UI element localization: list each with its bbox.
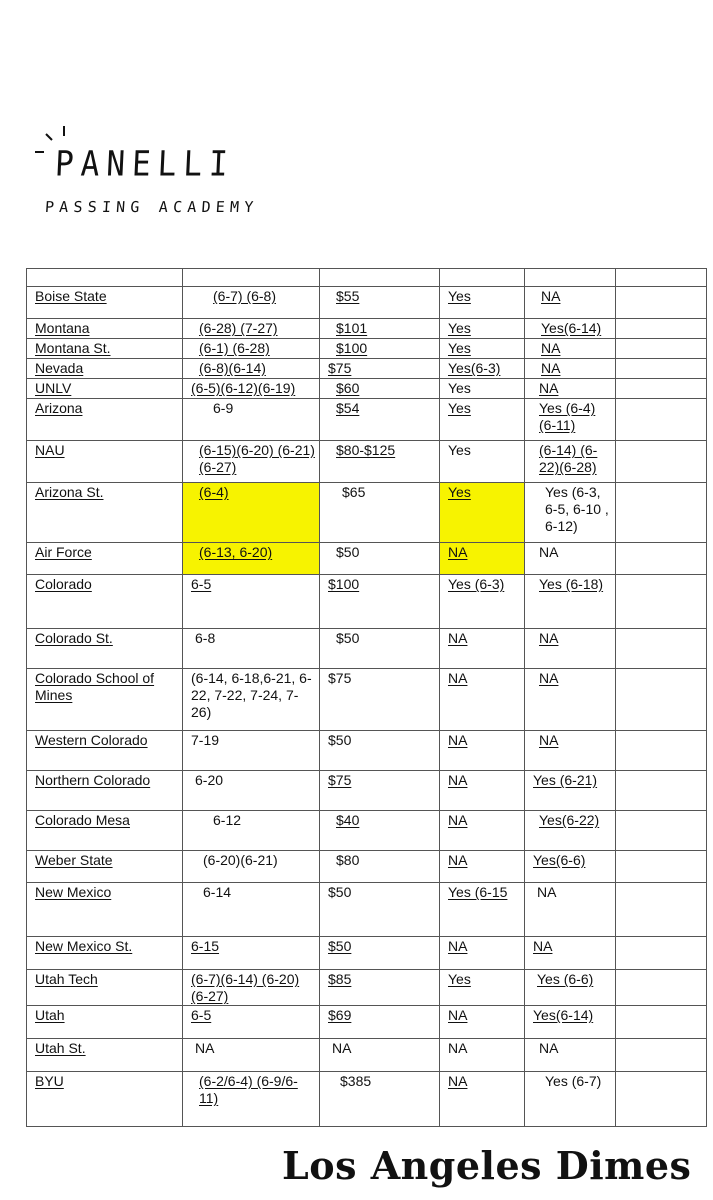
table-row — [27, 483, 707, 543]
school-text: Boise State — [35, 288, 107, 304]
dates-cell — [183, 543, 320, 575]
extra-cell — [525, 851, 616, 883]
logo-brand: PANELLI — [54, 144, 236, 185]
school-text: New Mexico — [35, 884, 112, 900]
cost-text: $85 — [328, 971, 352, 987]
school-text: Montana St. — [35, 340, 111, 356]
status-cell — [440, 937, 525, 970]
dates-text: (6-8)(6-14) — [199, 360, 266, 376]
dates-text: (6-28) (7-27) — [199, 320, 278, 336]
dates-cell — [183, 399, 320, 441]
empty-cell — [616, 319, 707, 339]
dates-text: (6-14, 6-18,6-21, 6-22, 7-22, 7-24, 7-26) — [191, 670, 312, 720]
cost-cell — [320, 771, 440, 811]
dates-text: 6-14 — [203, 884, 232, 900]
cost-cell — [320, 543, 440, 575]
cost-text: $50 — [336, 630, 360, 646]
extra-text: NA — [539, 630, 559, 646]
dates-cell — [183, 359, 320, 379]
extra-cell — [525, 359, 616, 379]
extra-cell — [525, 399, 616, 441]
status-text: NA — [448, 670, 468, 686]
cost-text: $50 — [328, 938, 352, 954]
dates-text: 6-12 — [213, 812, 242, 828]
status-text: Yes — [448, 288, 471, 304]
table-row — [27, 287, 707, 319]
extra-text: NA — [539, 670, 559, 686]
extra-cell — [525, 731, 616, 771]
status-cell — [440, 339, 525, 359]
cost-cell — [320, 970, 440, 1006]
school-cell — [27, 483, 183, 543]
status-text: Yes — [448, 380, 471, 396]
dates-text: 6-9 — [213, 400, 234, 416]
extra-cell — [525, 970, 616, 1006]
school-cell — [27, 319, 183, 339]
status-text: Yes — [448, 442, 471, 458]
school-cell — [27, 1039, 183, 1072]
extra-cell — [525, 883, 616, 937]
extra-text: Yes (6-21) — [533, 772, 598, 788]
cost-cell — [320, 669, 440, 731]
dates-cell — [183, 851, 320, 883]
empty-cell — [616, 399, 707, 441]
cost-text: $80 — [336, 852, 360, 868]
school-text: Utah St. — [35, 1040, 86, 1056]
status-cell — [440, 811, 525, 851]
status-cell — [440, 851, 525, 883]
cost-text: $75 — [328, 360, 352, 376]
status-text: NA — [448, 1007, 468, 1023]
table-row — [27, 1039, 707, 1072]
school-cell — [27, 811, 183, 851]
dates-cell — [183, 575, 320, 629]
table-row — [27, 319, 707, 339]
extra-text: Yes (6-18) — [539, 576, 604, 592]
status-text: Yes (6-15 — [448, 884, 508, 900]
logo-tagline: PASSING ACADEMY — [44, 198, 260, 216]
cost-cell — [320, 1039, 440, 1072]
dates-cell — [183, 441, 320, 483]
empty-cell — [616, 811, 707, 851]
table-row — [27, 575, 707, 629]
extra-cell — [525, 937, 616, 970]
dates-cell — [183, 629, 320, 669]
watermark: Los Angeles Dimes — [282, 1143, 692, 1188]
school-cell — [27, 287, 183, 319]
table-row — [27, 339, 707, 359]
dates-text: (6-15)(6-20) (6-21)(6-27) — [199, 442, 315, 475]
extra-text: NA — [539, 1040, 559, 1056]
empty-cell — [616, 287, 707, 319]
dates-text: (6-13, 6-20) — [199, 544, 273, 560]
extra-text: Yes (6-4) (6-11) — [539, 400, 596, 433]
school-cell — [27, 883, 183, 937]
cost-cell — [320, 339, 440, 359]
extra-cell — [525, 629, 616, 669]
extra-cell — [525, 811, 616, 851]
cost-cell — [320, 1072, 440, 1127]
dates-text: 6-8 — [195, 630, 216, 646]
status-cell — [440, 731, 525, 771]
dates-cell — [183, 669, 320, 731]
dates-cell — [183, 287, 320, 319]
extra-text: NA — [533, 938, 553, 954]
school-text: New Mexico St. — [35, 938, 133, 954]
extra-cell — [525, 287, 616, 319]
extra-text: (6-14) (6-22)(6-28) — [539, 442, 598, 475]
extra-cell — [525, 339, 616, 359]
status-text: Yes(6-3) — [448, 360, 501, 376]
extra-cell — [525, 483, 616, 543]
table-row — [27, 1072, 707, 1127]
cost-cell — [320, 379, 440, 399]
cost-cell — [320, 399, 440, 441]
cost-cell — [320, 811, 440, 851]
empty-cell — [616, 731, 707, 771]
extra-text: Yes (6-7) — [545, 1073, 602, 1089]
dates-text: (6-20)(6-21) — [203, 852, 278, 868]
dates-text: (6-5)(6-12)(6-19) — [191, 380, 296, 396]
dates-text: 6-5 — [191, 1007, 212, 1023]
status-cell — [440, 399, 525, 441]
table-row — [27, 731, 707, 771]
table-row — [27, 937, 707, 970]
table-row — [27, 771, 707, 811]
school-cell — [27, 543, 183, 575]
extra-text: Yes(6-14) — [541, 320, 602, 336]
empty-cell — [616, 543, 707, 575]
empty-cell — [616, 1039, 707, 1072]
status-text: NA — [448, 772, 468, 788]
school-text: Air Force — [35, 544, 92, 560]
empty-cell — [616, 851, 707, 883]
empty-cell — [616, 339, 707, 359]
dates-text: 7-19 — [191, 732, 220, 748]
dates-cell — [183, 339, 320, 359]
cost-text: $75 — [328, 772, 352, 788]
dates-text: 6-20 — [195, 772, 224, 788]
extra-text: NA — [541, 288, 561, 304]
school-text: Colorado School of Mines — [35, 670, 155, 703]
status-cell — [440, 629, 525, 669]
cost-cell — [320, 937, 440, 970]
cost-text: $50 — [328, 884, 352, 900]
school-cell — [27, 1006, 183, 1039]
extra-text: Yes (6-3, 6-5, 6-10 , 6-12) — [545, 484, 609, 534]
dates-cell — [183, 883, 320, 937]
table-row — [27, 441, 707, 483]
panelli-logo — [28, 118, 288, 228]
table-header-row — [27, 269, 707, 287]
status-text: NA — [448, 630, 468, 646]
school-cell — [27, 399, 183, 441]
school-text: BYU — [35, 1073, 64, 1089]
empty-cell — [616, 441, 707, 483]
status-text: NA — [448, 812, 468, 828]
cost-cell — [320, 851, 440, 883]
school-text: Arizona St. — [35, 484, 104, 500]
school-cell — [27, 669, 183, 731]
extra-cell — [525, 319, 616, 339]
school-cell — [27, 851, 183, 883]
cost-text: $50 — [336, 544, 360, 560]
dates-cell — [183, 1006, 320, 1039]
status-cell — [440, 575, 525, 629]
dates-cell — [183, 731, 320, 771]
extra-text: NA — [537, 884, 557, 900]
school-cell — [27, 629, 183, 669]
table-row — [27, 379, 707, 399]
status-cell — [440, 441, 525, 483]
empty-cell — [616, 1006, 707, 1039]
empty-cell — [616, 669, 707, 731]
cost-text: $50 — [328, 732, 352, 748]
extra-cell — [525, 575, 616, 629]
cost-text: $100 — [336, 340, 368, 356]
school-cell — [27, 1072, 183, 1127]
dates-text: (6-7) (6-8) — [213, 288, 277, 304]
dates-cell — [183, 319, 320, 339]
status-cell — [440, 543, 525, 575]
table-row — [27, 811, 707, 851]
table-row — [27, 359, 707, 379]
dates-cell — [183, 771, 320, 811]
dates-text: 6-5 — [191, 576, 212, 592]
dates-text: (6-7)(6-14) (6-20)(6-27) — [191, 971, 300, 1004]
extra-cell — [525, 379, 616, 399]
status-text: NA — [448, 852, 468, 868]
cost-text: $100 — [328, 576, 360, 592]
empty-cell — [616, 359, 707, 379]
school-text: Colorado — [35, 576, 92, 592]
status-cell — [440, 669, 525, 731]
extra-text: Yes(6-22) — [539, 812, 600, 828]
cost-text: $54 — [336, 400, 360, 416]
school-text: Weber State — [35, 852, 113, 868]
empty-cell — [616, 771, 707, 811]
status-cell — [440, 319, 525, 339]
dates-cell — [183, 811, 320, 851]
school-cell — [27, 359, 183, 379]
school-cell — [27, 575, 183, 629]
cost-text: $75 — [328, 670, 352, 686]
empty-cell — [616, 483, 707, 543]
table-row — [27, 883, 707, 937]
extra-text: NA — [539, 544, 559, 560]
extra-text: NA — [539, 732, 559, 748]
school-text: NAU — [35, 442, 65, 458]
school-text: Northern Colorado — [35, 772, 151, 788]
cost-text: NA — [332, 1040, 352, 1056]
school-text: Utah — [35, 1007, 65, 1023]
table-body — [27, 287, 707, 1127]
status-text: Yes — [448, 484, 471, 500]
extra-cell — [525, 441, 616, 483]
dates-cell — [183, 937, 320, 970]
dates-cell — [183, 379, 320, 399]
extra-text: NA — [541, 340, 561, 356]
dates-cell — [183, 483, 320, 543]
status-text: NA — [448, 1040, 468, 1056]
status-cell — [440, 1039, 525, 1072]
cost-text: $40 — [336, 812, 360, 828]
cost-text: $69 — [328, 1007, 352, 1023]
table-row — [27, 970, 707, 1006]
extra-text: NA — [541, 360, 561, 376]
table-row — [27, 629, 707, 669]
cost-cell — [320, 359, 440, 379]
status-cell — [440, 883, 525, 937]
cost-text: $101 — [336, 320, 368, 336]
school-cell — [27, 731, 183, 771]
school-cell — [27, 379, 183, 399]
status-text: Yes (6-3) — [448, 576, 505, 592]
cost-cell — [320, 287, 440, 319]
empty-cell — [616, 1072, 707, 1127]
extra-text: Yes (6-6) — [537, 971, 594, 987]
cost-cell — [320, 883, 440, 937]
school-text: UNLV — [35, 380, 72, 396]
school-cell — [27, 441, 183, 483]
cost-cell — [320, 629, 440, 669]
school-text: Colorado Mesa — [35, 812, 130, 828]
status-cell — [440, 483, 525, 543]
cost-text: $55 — [336, 288, 360, 304]
school-cell — [27, 339, 183, 359]
extra-cell — [525, 771, 616, 811]
cost-cell — [320, 441, 440, 483]
cost-cell — [320, 575, 440, 629]
dates-cell — [183, 1072, 320, 1127]
table-row — [27, 669, 707, 731]
status-cell — [440, 1072, 525, 1127]
status-text: Yes — [448, 340, 471, 356]
empty-cell — [616, 629, 707, 669]
extra-cell — [525, 669, 616, 731]
extra-cell — [525, 1039, 616, 1072]
extra-text: NA — [539, 380, 559, 396]
extra-cell — [525, 543, 616, 575]
status-text: Yes — [448, 971, 471, 987]
dates-text: (6-4) — [199, 484, 229, 500]
camps-table — [26, 268, 707, 1127]
school-text: Nevada — [35, 360, 84, 376]
table-row — [27, 1006, 707, 1039]
status-text: NA — [448, 732, 468, 748]
cost-cell — [320, 483, 440, 543]
school-text: Arizona — [35, 400, 83, 416]
school-text: Montana — [35, 320, 90, 336]
status-text: Yes — [448, 400, 471, 416]
extra-cell — [525, 1072, 616, 1127]
cost-text: $385 — [340, 1073, 372, 1089]
cost-text: $65 — [342, 484, 366, 500]
school-text: Utah Tech — [35, 971, 98, 987]
dates-text: 6-15 — [191, 938, 220, 954]
cost-cell — [320, 319, 440, 339]
empty-cell — [616, 970, 707, 1006]
extra-text: Yes(6-6) — [533, 852, 586, 868]
school-text: Colorado St. — [35, 630, 113, 646]
school-cell — [27, 771, 183, 811]
empty-cell — [616, 379, 707, 399]
empty-cell — [616, 937, 707, 970]
school-cell — [27, 937, 183, 970]
dates-cell — [183, 1039, 320, 1072]
cost-text: $60 — [336, 380, 360, 396]
dates-text: NA — [195, 1040, 215, 1056]
status-text: NA — [448, 1073, 468, 1089]
cost-text: $80-$125 — [336, 442, 396, 458]
status-cell — [440, 287, 525, 319]
cost-cell — [320, 1006, 440, 1039]
dates-text: (6-2/6-4) (6-9/6-11) — [199, 1073, 298, 1106]
school-text: Western Colorado — [35, 732, 148, 748]
table-row — [27, 543, 707, 575]
extra-cell — [525, 1006, 616, 1039]
status-text: NA — [448, 544, 468, 560]
table-row — [27, 399, 707, 441]
dates-cell — [183, 970, 320, 1006]
status-text: NA — [448, 938, 468, 954]
empty-cell — [616, 575, 707, 629]
extra-text: Yes(6-14) — [533, 1007, 594, 1023]
status-cell — [440, 970, 525, 1006]
table-row — [27, 851, 707, 883]
status-cell — [440, 379, 525, 399]
empty-cell — [616, 883, 707, 937]
school-cell — [27, 970, 183, 1006]
status-cell — [440, 1006, 525, 1039]
dates-text: (6-1) (6-28) — [199, 340, 270, 356]
status-cell — [440, 359, 525, 379]
status-cell — [440, 771, 525, 811]
cost-cell — [320, 731, 440, 771]
status-text: Yes — [448, 320, 471, 336]
